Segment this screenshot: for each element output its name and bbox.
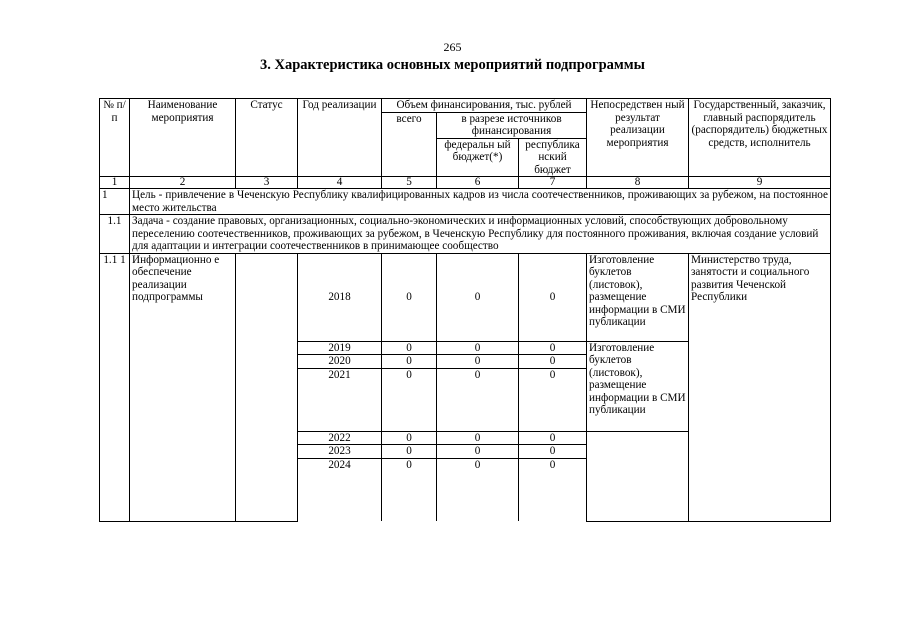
republic-cell: 0	[519, 368, 587, 431]
republic-cell: 0	[519, 458, 587, 521]
total-cell: 0	[382, 445, 437, 459]
section-title: 3. Характеристика основных мероприятий подпрограммы	[260, 57, 645, 73]
total-cell: 0	[382, 368, 437, 431]
column-number: 9	[689, 177, 831, 189]
header-result: Непосредствен ный результат реализации мероприятия	[587, 99, 689, 177]
goal-row	[100, 189, 831, 215]
task-text: Задача - создание правовых, организационных, социально-экономических и информационных условий, способствующих добровольному переселению соотечественников, проживающих за рубежом, в Чеченскую Республику для постоянного проживания, включая создание условий для адаптации и интеграции соотечественников в принимающее сообщество	[130, 215, 831, 254]
federal-cell: 0	[437, 445, 519, 459]
activity-status	[236, 253, 298, 521]
year-cell: 2023	[298, 445, 382, 459]
task-row	[100, 215, 831, 254]
column-number: 6	[437, 177, 519, 189]
header-total: всего	[382, 112, 437, 177]
republic-cell: 0	[519, 355, 587, 369]
column-number: 5	[382, 177, 437, 189]
column-number: 2	[130, 177, 236, 189]
header-name: Наименование мероприятия	[130, 99, 236, 177]
republic-cell: 0	[519, 445, 587, 459]
column-number: 7	[519, 177, 587, 189]
header-by-source: в разрезе источников финансирования	[437, 112, 587, 138]
header-republic: республика нский бюджет	[519, 138, 587, 177]
header-federal: федеральн ый бюджет(*)	[437, 138, 519, 177]
federal-cell: 0	[437, 355, 519, 369]
column-numbers-row	[100, 177, 831, 189]
result-cell: Изготовление буклетов (листовок), размещение информации в СМИ публикации	[587, 253, 689, 341]
total-cell: 0	[382, 431, 437, 445]
header-year: Год реализации	[298, 99, 382, 177]
activity-name: Информационно е обеспечение реализации подпрограммы	[130, 253, 236, 521]
header-status: Статус	[236, 99, 298, 177]
year-cell: 2024	[298, 458, 382, 521]
total-cell: 0	[382, 253, 437, 341]
year-cell: 2020	[298, 355, 382, 369]
republic-cell: 0	[519, 431, 587, 445]
year-cell: 2018	[298, 253, 382, 341]
column-number: 1	[100, 177, 130, 189]
federal-cell: 0	[437, 368, 519, 431]
federal-cell: 0	[437, 253, 519, 341]
task-number: 1.1	[100, 215, 130, 254]
year-cell: 2021	[298, 368, 382, 431]
header-funding: Объем финансирования, тыс. рублей	[382, 99, 587, 113]
federal-cell: 0	[437, 341, 519, 355]
column-number: 8	[587, 177, 689, 189]
year-cell: 2022	[298, 431, 382, 445]
header-no: № п/п	[100, 99, 130, 177]
republic-cell: 0	[519, 341, 587, 355]
total-cell: 0	[382, 355, 437, 369]
header-row	[100, 99, 831, 113]
column-number: 4	[298, 177, 382, 189]
federal-cell: 0	[437, 431, 519, 445]
total-cell: 0	[382, 341, 437, 355]
header-customer: Государственный, заказчик, главный распорядитель (распорядитель) бюджетных средств, исполнитель	[689, 99, 831, 177]
republic-cell: 0	[519, 253, 587, 341]
result-cell-empty	[587, 431, 689, 521]
goal-number: 1	[100, 189, 130, 215]
page-number: 265	[443, 40, 462, 54]
year-cell: 2019	[298, 341, 382, 355]
activity-number: 1.1 1	[100, 253, 130, 521]
table-row	[100, 253, 831, 341]
goal-text: Цель - привлечение в Чеченскую Республику квалифицированных кадров из числа соотечественников, проживающих за рубежом, на постоянное место жительства	[130, 189, 831, 215]
customer-cell: Министерство труда, занятости и социального развития Чеченской Республики	[689, 253, 831, 521]
federal-cell: 0	[437, 458, 519, 521]
activities-table	[99, 98, 831, 522]
total-cell: 0	[382, 458, 437, 521]
column-number: 3	[236, 177, 298, 189]
result-cell: Изготовление буклетов (листовок), размещение информации в СМИ публикации	[587, 341, 689, 431]
